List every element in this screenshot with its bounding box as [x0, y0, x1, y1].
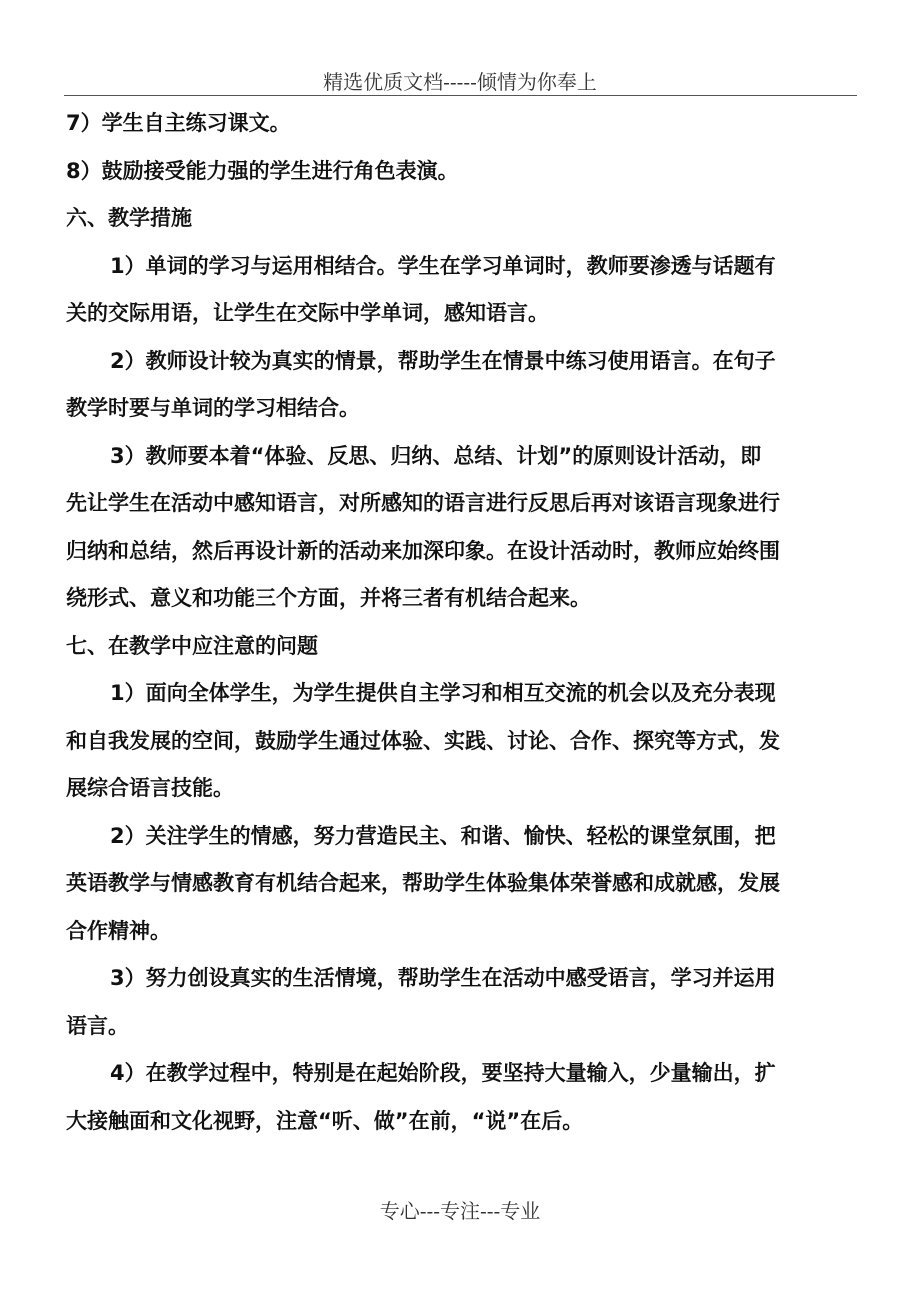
page-footer: 专心---专注---专业 [379, 1199, 541, 1223]
section-heading-6: 六、教学措施 [66, 206, 192, 230]
paragraph-line: 1）面向全体学生，为学生提供自主学习和相互交流的机会以及充分表现 [110, 681, 776, 705]
paragraph-line: 大接触面和文化视野，注意“听、做”在前，“说”在后。 [66, 1108, 584, 1133]
paragraph-line: 和自我发展的空间，鼓励学生通过体验、实践、讨论、合作、探究等方式，发 [66, 728, 780, 753]
page-header: 精选优质文档-----倾情为你奉上 [323, 70, 597, 94]
paragraph-line: 关的交际用语，让学生在交际中学单词，感知语言。 [66, 301, 549, 325]
list-item-7: 7）学生自主练习课文。 [66, 111, 291, 135]
paragraph-line: 归纳和总结，然后再设计新的活动来加深印象。在设计活动时，教师应始终围 [66, 538, 780, 563]
paragraph-line: 3）教师要本着“体验、反思、归纳、总结、计划”的原则设计活动，即 [110, 443, 762, 468]
paragraph-line: 展综合语言技能。 [66, 776, 234, 800]
paragraph-line: 2）关注学生的情感，努力营造民主、和谐、愉快、轻松的课堂氛围，把 [110, 823, 776, 848]
list-item-8: 8）鼓励接受能力强的学生进行角色表演。 [66, 158, 459, 183]
paragraph-line: 先让学生在活动中感知语言，对所感知的语言进行反思后再对该语言现象进行 [66, 491, 780, 515]
paragraph-line: 合作精神。 [66, 918, 171, 943]
paragraph-line: 语言。 [66, 1013, 129, 1038]
paragraph-line: 教学时要与单词的学习相结合。 [66, 396, 360, 420]
paragraph-line: 英语教学与情感教育有机结合起来，帮助学生体验集体荣誉感和成就感，发展 [66, 871, 780, 895]
paragraph-line: 2）教师设计较为真实的情景，帮助学生在情景中练习使用语言。在句子 [110, 348, 776, 373]
paragraph-line: 4）在教学过程中，特别是在起始阶段，要坚持大量输入，少量输出，扩 [110, 1061, 776, 1085]
header-divider [64, 95, 857, 96]
paragraph-line: 1）单词的学习与运用相结合。学生在学习单词时，教师要渗透与话题有 [110, 253, 776, 278]
document-body [66, 100, 858, 1145]
section-heading-7: 七、在教学中应注意的问题 [66, 633, 318, 658]
paragraph-line: 3）努力创设真实的生活情境，帮助学生在活动中感受语言，学习并运用 [110, 966, 776, 990]
paragraph-line: 绕形式、意义和功能三个方面，并将三者有机结合起来。 [66, 586, 591, 610]
